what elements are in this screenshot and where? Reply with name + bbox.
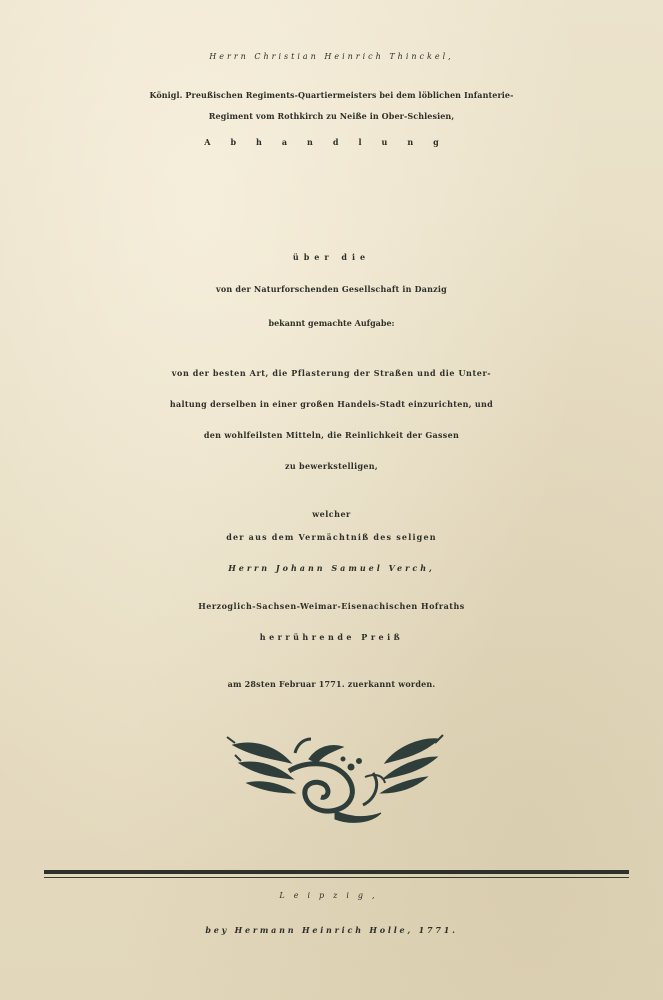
imprint-rule-thick [44,870,629,874]
society-line: von der Naturforschenden Gesellschaft in Danzig [216,284,447,294]
court-title: Herzoglich-Sachsen-Weimar-Eisenachischen Hofraths [198,601,465,611]
author-rank-line-2: Regiment vom Rothkirch zu Neiße in Ober-Schlesien, [208,111,455,121]
author-name: Herrn Christian Heinrich Thinckel, [209,52,454,61]
imprint-publisher: bey Hermann Heinrich Holle, 1771. [205,925,458,935]
topic-line-1: von der besten Art, die Pflasterung der Straßen und die Unter- [171,368,492,378]
topic-line-2: haltung derselben in einer großen Handels-Stadt einzurichten, und [169,399,494,409]
prize-line: herrührende Preiß [259,632,404,642]
award-date-line: am 28sten Februar 1771. zuerkannt worden. [227,679,436,689]
topic-line-3: den wohlfeilsten Mitteln, die Reinlichkeit der Gassen [203,430,460,440]
subtitle-ueber: über die [292,252,371,262]
imprint-rule-thin [44,877,629,878]
task-line: bekannt gemachte Aufgabe: [268,318,395,328]
imprint-place: Leipzig, [279,891,384,900]
donor-name: Herrn Johann Samuel Verch, [228,563,435,573]
welcher-line: welcher [312,509,351,519]
floral-vignette-icon [225,733,447,825]
legacy-line: der aus dem Vermächtniß des seligen [226,532,437,542]
main-title: Abhandlung [204,137,459,147]
author-rank-line-1: Königl. Preußischen Regiments-Quartiermeisters bei dem löblichen Infanterie- [149,90,514,100]
topic-line-4: zu bewerkstelligen, [285,461,378,471]
